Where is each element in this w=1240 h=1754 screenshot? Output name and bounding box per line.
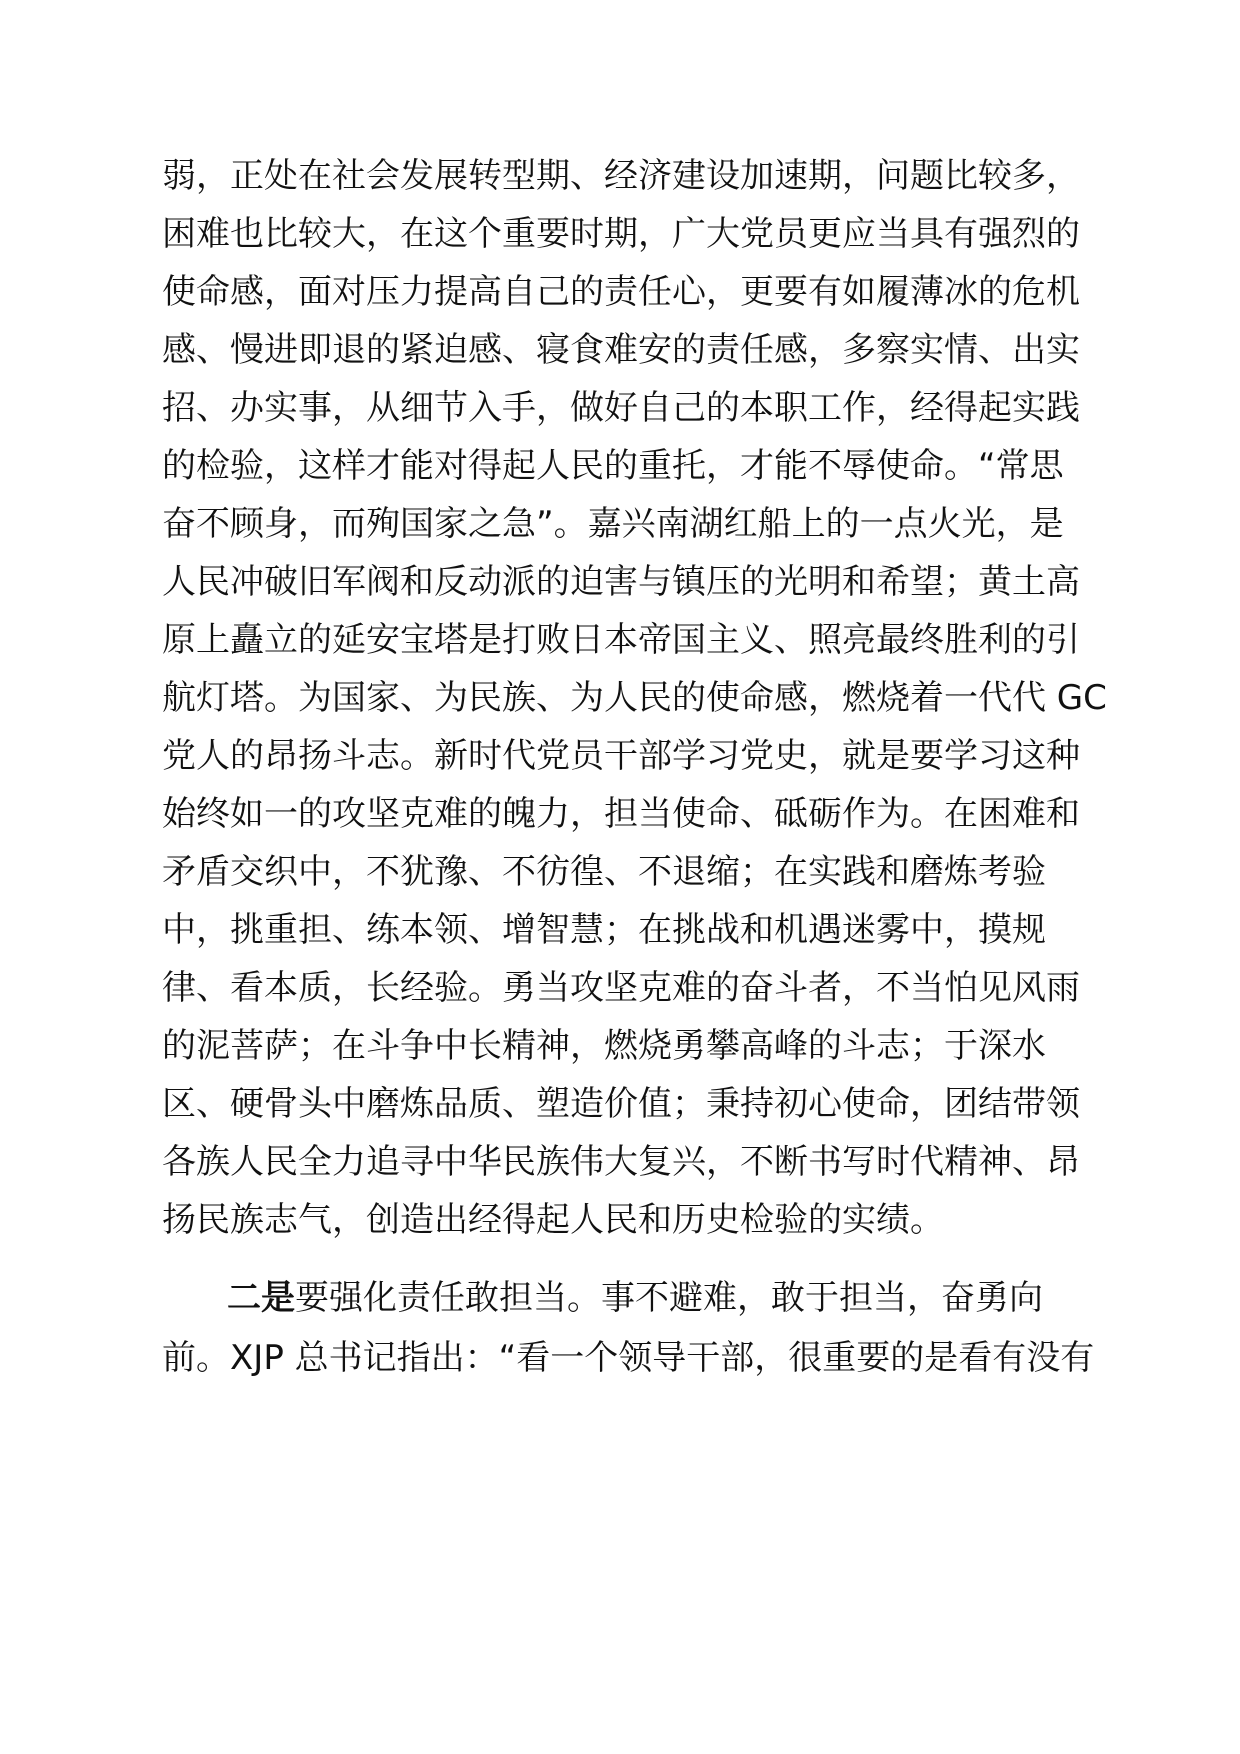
paragraph-line: 感、慢进即退的紧迫感、寝食难安的责任感，多察实情、出实 xyxy=(162,330,1080,370)
paragraph-line: 区、硬骨头中磨炼品质、塑造价值；秉持初心使命，团结带领 xyxy=(162,1084,1080,1124)
paragraph-two-first-line xyxy=(227,1278,1043,1318)
paragraph-line: 党人的昂扬斗志。新时代党员干部学习党史，就是要学习这种 xyxy=(162,736,1080,776)
paragraph-line: 律、看本质，长经验。勇当攻坚克难的奋斗者，不当怕见风雨 xyxy=(162,968,1080,1008)
paragraph-line-rest: 要强化责任敢担当。事不避难，敢于担当，奋勇向 xyxy=(295,1278,1043,1318)
paragraph-lead-bold: 二是 xyxy=(227,1278,295,1318)
paragraph-line: 的泥菩萨；在斗争中长精神，燃烧勇攀高峰的斗志；于深水 xyxy=(162,1026,1046,1066)
paragraph-line: 困难也比较大，在这个重要时期，广大党员更应当具有强烈的 xyxy=(162,214,1080,254)
paragraph-line: 弱，正处在社会发展转型期、经济建设加速期，问题比较多， xyxy=(162,156,1080,196)
paragraph-line: 的检验，这样才能对得起人民的重托，才能不辱使命。“常思 xyxy=(162,446,1064,486)
paragraph-line: 招、办实事，从细节入手，做好自己的本职工作，经得起实践 xyxy=(162,388,1080,428)
paragraph-line: 矛盾交织中，不犹豫、不彷徨、不退缩；在实践和磨炼考验 xyxy=(162,852,1046,892)
paragraph-line: 前。XJP 总书记指出：“看一个领导干部，很重要的是看有没有 xyxy=(162,1338,1095,1378)
paragraph-line: 奋不顾身，而殉国家之急”。嘉兴南湖红船上的一点火光，是 xyxy=(162,504,1064,544)
paragraph-line: 航灯塔。为国家、为民族、为人民的使命感，燃烧着一代代 GC xyxy=(162,678,1107,718)
paragraph-line: 人民冲破旧军阀和反动派的迫害与镇压的光明和希望；黄土高 xyxy=(162,562,1080,602)
paragraph-line: 原上矗立的延安宝塔是打败日本帝国主义、照亮最终胜利的引 xyxy=(162,620,1080,660)
paragraph-line: 使命感，面对压力提高自己的责任心，更要有如履薄冰的危机 xyxy=(162,272,1080,312)
paragraph-line: 各族人民全力追寻中华民族伟大复兴，不断书写时代精神、昂 xyxy=(162,1142,1080,1182)
paragraph-line: 扬民族志气，创造出经得起人民和历史检验的实绩。 xyxy=(162,1200,944,1240)
paragraph-line: 始终如一的攻坚克难的魄力，担当使命、砥砺作为。在困难和 xyxy=(162,794,1080,834)
paragraph-line: 中，挑重担、练本领、增智慧；在挑战和机遇迷雾中，摸规 xyxy=(162,910,1046,950)
